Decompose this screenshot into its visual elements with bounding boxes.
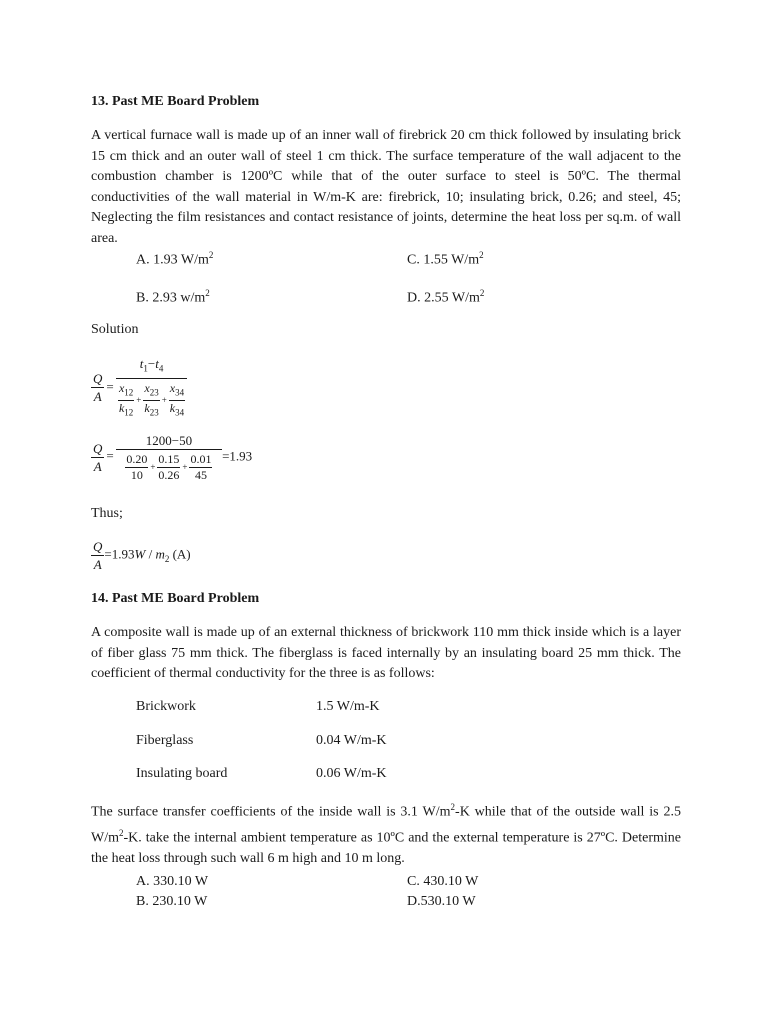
choice-b: B. 2.93 $w/m^2$ bbox=[136, 288, 210, 306]
material-name: Insulating board bbox=[136, 766, 228, 781]
formula-general: $\frac{Q}{A}$ = $t_1-t_4$ $\frac{x_{12}}{k_{12}}$ + $\frac{x_{23}}{k_{23}}$ + $\frac{x_{34}}{k_{34}}$ bbox=[91, 355, 187, 420]
choice-a: A. 1.93 $W/m^2$ bbox=[136, 250, 214, 268]
problem-14-title: 14. Past ME Board Problem bbox=[91, 591, 260, 606]
choice-d: D.530.10 W bbox=[407, 894, 476, 909]
material-k: 1.5 W/m-K bbox=[316, 699, 380, 714]
choice-b: B. 230.10 W bbox=[136, 894, 208, 909]
choice-d: D. 2.55 $W/m^2$ bbox=[407, 288, 485, 306]
formula-answer: $\frac{Q}{A}$ $=1.93W / m_2$ (A) bbox=[93, 539, 191, 572]
problem-14-text-2: The surface transfer coefficients of the inside wall is 3.1 $W/m^2-K$ while that of the outside wall is 2.5 $W/m^2-K$. take the internal ambient temperature as 10ºC and the external temperature is 27ºC. Determine the heat loss through such wall 6 m high and 10 m long. bbox=[91, 802, 682, 867]
thus-label: Thus; bbox=[91, 506, 123, 521]
choice-c: C. 1.55 $W/m^2$ bbox=[407, 250, 484, 268]
choice-a: A. 330.10 W bbox=[136, 874, 209, 889]
solution-label: Solution bbox=[91, 322, 139, 337]
material-name: Brickwork bbox=[136, 699, 196, 714]
problem-13-title: 13. Past ME Board Problem bbox=[91, 94, 260, 109]
material-name: Fiberglass bbox=[136, 733, 194, 748]
formula-calculation: $\frac{Q}{A}$ = 1200−50 $\frac{0.20}{10}$ + $\frac{0.15}{0.26}$ + $\frac{0.01}{45}$ =1.93 bbox=[93, 433, 253, 482]
problem-13-text: A vertical furnace wall is made up of an inner wall of firebrick 20 cm thick followed by insulating brick 15 cm thick and an outer wall of steel 1 cm thick. The surface temperature of the wall adjacent to the combustion chamber is 1200ºC while that of the outer surface to steel is 50ºC. The thermal conductivities of the wall material in W/m-K are: firebrick, 10; insulating brick, 0.26; and steel, 45; Neglecting the film resistances and contact resistance of joints, determine the heat loss per sq.m. of wall area. bbox=[91, 128, 681, 246]
material-k: 0.06 W/m-K bbox=[316, 766, 387, 781]
choice-c: C. 430.10 W bbox=[407, 874, 479, 889]
material-k: 0.04 W/m-K bbox=[316, 733, 387, 748]
problem-14-text: A composite wall is made up of an external thickness of brickwork 110 mm thick inside which is a layer of fiber glass 75 mm thick. The fiberglass is faced internally by an insulating board 25 mm thick. The coefficient of thermal conductivity for the three is as follows: bbox=[91, 625, 681, 681]
